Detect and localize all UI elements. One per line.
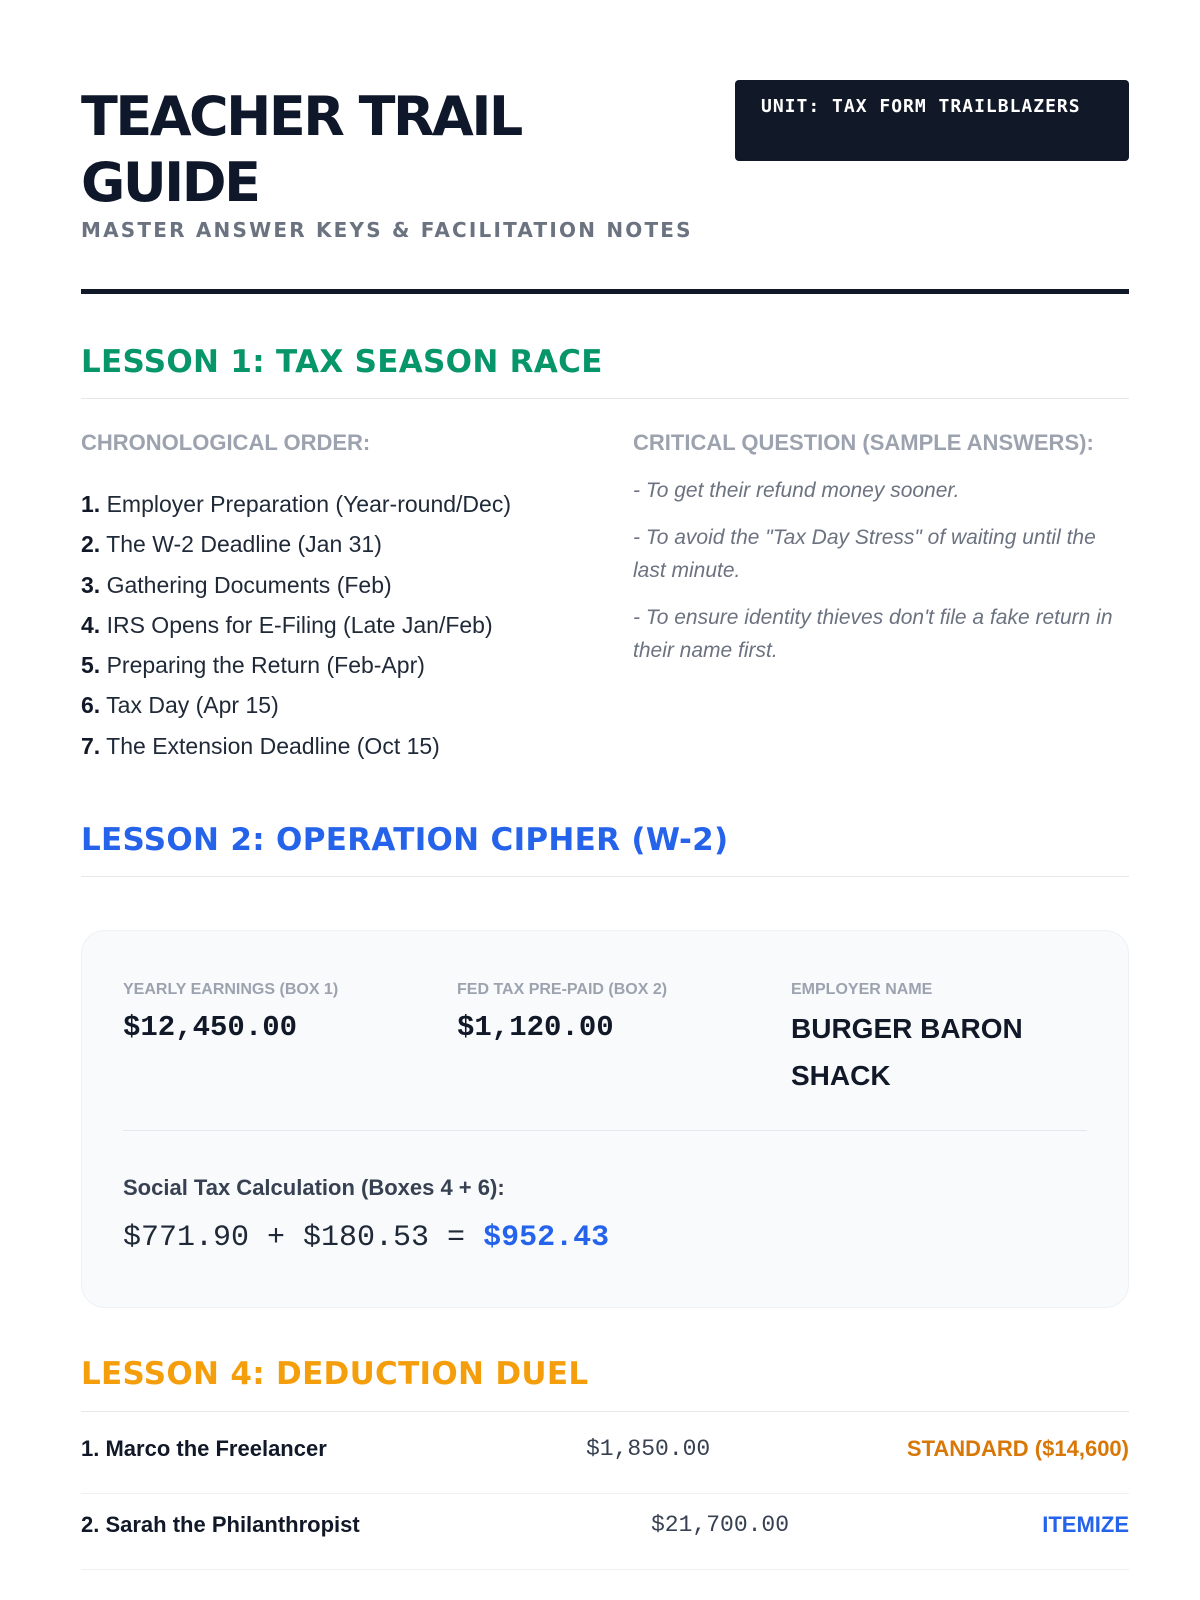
lesson4-divider bbox=[81, 1411, 1129, 1412]
lesson2-title: LESSON 2: OPERATION CIPHER (W-2) bbox=[81, 822, 729, 858]
list-item-text: Tax Day (Apr 15) bbox=[106, 692, 279, 719]
table-row bbox=[81, 1418, 1129, 1494]
sample-answers bbox=[633, 474, 1129, 681]
table-row bbox=[81, 1494, 1129, 1570]
field-value: BURGER BARON SHACK bbox=[791, 1013, 1023, 1091]
lesson1-divider bbox=[81, 398, 1129, 399]
list-item-number: 5. bbox=[81, 652, 101, 679]
equation-result: $952.43 bbox=[483, 1221, 610, 1255]
yearly-earnings-field bbox=[123, 975, 423, 1044]
list-item-text: Gathering Documents (Feb) bbox=[106, 571, 392, 598]
list-item-text: IRS Opens for E-Filing (Late Jan/Feb) bbox=[106, 611, 493, 638]
teacher-guide-page bbox=[81, 0, 1129, 1600]
list-item bbox=[81, 645, 601, 685]
list-item-text: The W-2 Deadline (Jan 31) bbox=[106, 531, 382, 558]
list-item-number: 4. bbox=[81, 611, 101, 638]
sample-answer: - To ensure identity thieves don't file a fake return in their name first. bbox=[633, 606, 1113, 662]
employer-name-field bbox=[791, 975, 1091, 1099]
page-subtitle: MASTER ANSWER KEYS & FACILITATION NOTES bbox=[81, 218, 693, 242]
duel-verdict: ITEMIZE bbox=[1042, 1512, 1129, 1537]
lesson1-title: LESSON 1: TAX SEASON RACE bbox=[81, 344, 603, 380]
sample-answer: - To get their refund money sooner. bbox=[633, 479, 960, 502]
duel-name: 2. Sarah the Philanthropist bbox=[81, 1512, 360, 1537]
w2-answer-card bbox=[81, 930, 1129, 1308]
lesson2-divider bbox=[81, 876, 1129, 877]
list-item bbox=[81, 605, 601, 645]
header-divider bbox=[81, 289, 1129, 294]
duel-amount: $21,700.00 bbox=[651, 1512, 790, 1538]
list-item bbox=[81, 524, 601, 564]
field-label: YEARLY EARNINGS (BOX 1) bbox=[123, 981, 339, 998]
list-item-text: The Extension Deadline (Oct 15) bbox=[106, 732, 440, 759]
list-item bbox=[81, 685, 601, 725]
duel-verdict: STANDARD ($14,600) bbox=[906, 1436, 1129, 1461]
card-divider bbox=[123, 1130, 1087, 1131]
equation-expression: $771.90 + $180.53 = bbox=[123, 1221, 484, 1255]
field-label: FED TAX PRE-PAID (BOX 2) bbox=[457, 981, 668, 998]
list-item-text: Employer Preparation (Year-round/Dec) bbox=[106, 491, 511, 517]
fed-tax-field bbox=[457, 975, 757, 1044]
page-title: TEACHER TRAIL GUIDE bbox=[81, 85, 521, 214]
page-header bbox=[81, 80, 1129, 294]
lesson4-title: LESSON 4: DEDUCTION DUEL bbox=[81, 1356, 589, 1392]
field-value: $1,120.00 bbox=[457, 1011, 614, 1044]
duel-amount: $1,850.00 bbox=[586, 1436, 711, 1462]
duel-name: 1. Marco the Freelancer bbox=[81, 1436, 327, 1461]
social-tax-equation bbox=[123, 1221, 609, 1255]
list-item-number: 2. bbox=[81, 531, 101, 558]
list-item-number: 6. bbox=[81, 692, 101, 719]
list-item bbox=[81, 565, 601, 605]
chronological-order-label: CHRONOLOGICAL ORDER: bbox=[81, 430, 371, 455]
critical-question-label: CRITICAL QUESTION (SAMPLE ANSWERS): bbox=[633, 430, 1094, 455]
list-item-number: 3. bbox=[81, 571, 101, 598]
list-item-text: Preparing the Return (Feb-Apr) bbox=[106, 652, 425, 679]
sample-answer: - To avoid the "Tax Day Stress" of waiting until the last minute. bbox=[633, 526, 1096, 582]
unit-badge: UNIT: TAX FORM TRAILBLAZERS bbox=[735, 80, 1129, 161]
field-value: $12,450.00 bbox=[123, 1011, 298, 1044]
list-item-number: 7. bbox=[81, 732, 101, 759]
list-item bbox=[81, 484, 601, 524]
list-item bbox=[81, 726, 601, 766]
field-label: EMPLOYER NAME bbox=[791, 981, 933, 998]
chronological-order-list bbox=[81, 484, 601, 766]
social-tax-label: Social Tax Calculation (Boxes 4 + 6): bbox=[123, 1175, 505, 1200]
list-item-number: 1. bbox=[81, 491, 101, 517]
